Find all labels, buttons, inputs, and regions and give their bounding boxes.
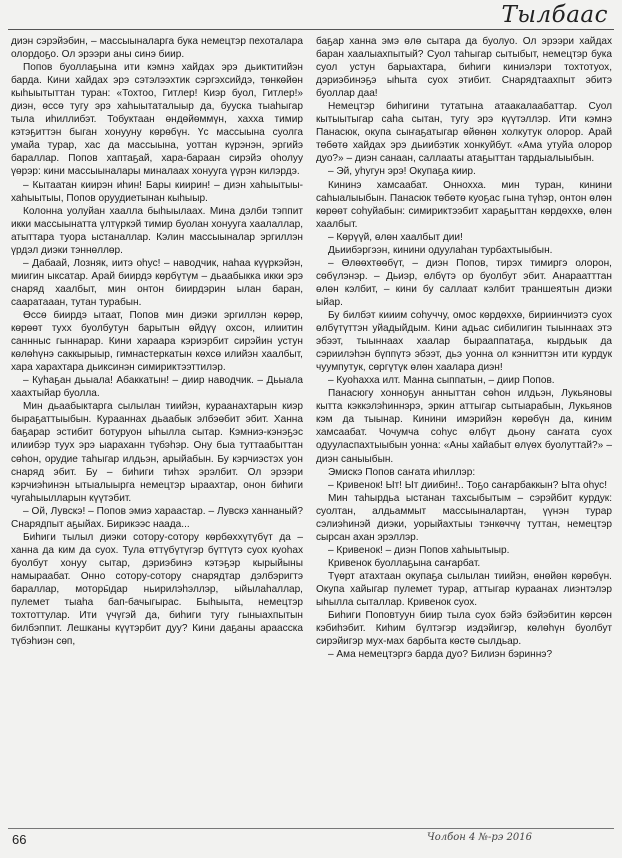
paragraph: Немецтэр биһигини тутатына атаакалаабаттар. Суол кытыытыгар саһа сытан, тугу эрэ күүтэллэр. Ити кэмнэ Панасюк, окупа сыҥаҕатыгар өйөнөн холкутук олорор. Арай төбөтө хайдах эрэ дьиибэтик хонкуйбут. «Ама утуйа олорор дуо?» – диэн санаан, саллааты атаҕыттан тардыалыыбын. <box>316 101 612 165</box>
paragraph: Бу билбэт кииим соһуччу, омос көрдөххө, бириинчиэтэ суох өлбүтүттэн уйадыйдым. Кини адьас сибилигин тыыннаах этэ эбээт, тыыннаах хаалар бырааппатаҕа, кырдьык да сэриилэһэн бүппүтэ эбээт, дьэ уонна ол кэнниттэн ити курдук чуумпутук, сөргүтүк өлөн хаалара диэн! <box>316 309 612 374</box>
paragraph: – Өлөөхтөөбүт, – диэн Попов, тирэх тимиргэ олорон, сөбүлэнэр. – Дьиэр, өлбүтэ ор буолбут эбит. Анараатттан өлөн кэлбит, – кини бу саллаат кэлбит траншеятын диэки ыйар. <box>316 257 612 308</box>
issue-label: Чолбон 4 №-рэ 2016 <box>426 832 532 843</box>
paragraph: Кривенок буоллаҕына саҥарбат. <box>328 557 481 569</box>
paragraph: – Көрүүй, өлөн хаалбыт дии! <box>328 231 463 243</box>
paragraph: Биһиги Поповтуун биир тыла суох бэйэ бэйэбитин көрсөн кэбиһэбит. Киһим бүлтэгэр иэдэйигэр, көлөһүн буолбут сирэйигэр мух-мах барбыта көстө сылдьар. <box>316 610 612 648</box>
paragraph: Биһиги тылыл диэки сотору-сотору көрбөххүтүбүт да – ханна да ким да суох. Тула өттүбүтүгэр бүттүтэ суох куоһах буолбут хонуу сытар, дэриэбинэ кэтэҕэр кырыйыны намыраабат. Онно сотору-сотору снарядтар дэлбэригтэ бараллар, моторы̄дар ньирилэһэллэр, ыйылаһаллар, пулемет тыаһа бап-бачыгырас. Быһыыта, немецтэр тохтоттулар. Ити үчүгэй да, биһиги тугу гыныахпытын билбэппит. Лешканы күүтэрбит дуу? Кини даҕаны араасска түбэһиэн сөп, <box>11 531 303 648</box>
paragraph: – Эй, уһугун эрэ! Окупаҕа киир. <box>328 166 476 178</box>
right-column <box>316 35 612 661</box>
paragraph: Панасюгу хонноҕун анныттан сөһон илдьэн, Лукьяновы кытта кэккэлэһиннэрэ, эркин аттыгар сытыарабын, Лукьянов кэм да тыынар. Кинини имэрийэн көрөбүн да, киним хамсаабат. Чочумча соһус өлбүт дьону саҥата суох одууласпахтыыбын уонна: «Аны хайабыт өлүөх буолуттай?» – диэн саныыбын. <box>316 388 612 465</box>
paragraph: Өссө биирдэ ытаат, Попов мин диэки эргиллэн көрөр, көрөөт тухх буолбутун барытын өйдүү охсон, илиитин саннныс гыннарар. Кини хараара кэриэрбит сирэйин устун көлөһүнэ саккырыыр, гимнастеркатын көхсө илийэн хаалбыт, хара харахтара дьиксинэн симириктээттилэр. <box>11 309 303 374</box>
paragraph: диэн сэрэйэбин, – массыыналарга бука немецтэр пехоталара олордоҕо. Ол эрээри аны синэ биир. <box>11 36 303 61</box>
paragraph: Дьиибэргээн, кинини одуулаһан турбахтыыбын. <box>328 244 553 256</box>
paragraph: Кининэ хамсаабат. Оннохха. мин туран, кинини саһыалыыбын. Панасюк төбөтө куоҕас гына түһэр, онтон өлөн көрөөт соһуйабын: симириктээбит хараҕыттан көрдөххө, өлөн хаалбыт. <box>316 179 612 230</box>
paragraph: – Дабаай, Лозняк, иитэ оһус! – наводчик, наһаа күүркэйэн, миигин ыксатар. Арай биирдэ көрбүтүм – дьаабыкка икки эрэ снаряд хаалбыт, мин онтон биирдэрин ылан баран, сааратааан, тутан турабын. <box>11 257 303 308</box>
paragraph: Колонна уолуйан хаалла быһыылаах. Мина дэлби тэппит икки массыынатта үлтүркэй тимир буолан хонууга хаалаллар, атыттара туора ыстаналлар. Кэлин массыыналар эргиллэн үрдэл диэки тэннөллөр. <box>11 205 303 256</box>
paragraph: – Кытаатан киирэн иһин! Бары киирин! – диэн хаһыытыы-хаһыытыы, Попов оруудиетынан кыһыыр. <box>11 179 303 204</box>
left-column <box>11 35 303 648</box>
header-rule <box>8 29 614 30</box>
page-number: 66 <box>12 832 27 847</box>
paragraph: – Куһаҕан дьыала! Абаккатын! – диир наводчик. – Дьыала хаахтыйар буолла. <box>11 375 303 400</box>
paragraph: Мин дьаабыктарга сылылан тиийэн, кураанахтарын киэр быраҕаттыыбын. Курааннах дьаабык элбэөбит эбит. Ханна баҕарар эстибит ботуруон ыһылла сытар. Кэмниэ-кэнэҕэс илиибэр тууx эрэ ыараханн түбэһэр. Ону быа туттаабыттан сөһон, орудие таһыгар илдьэн, арыйабын. Бу кэрчиэстэх уон снаряд эбит. Бу – биһиги тиһэх эрэлбит. Ол эрээри кэрчиэһинэн ытыалыырга немецтэр ыраахтар, онон биһиги чугаһыылларын күүтэбит. <box>11 401 303 504</box>
paragraph: баҕар ханна эмэ өлө сытара да буолуо. Ол эрээри хайдах баран хаалыахпытый? Суол таһыгар сытыбыт, немецтэр бука суол устун барыахтара, биһиги киниэлэри тохтотуох, дэриэбинэҕэ ыһыта суох этибит. Снарядтаахпыт эбитэ буоллар даа! <box>316 36 612 100</box>
paragraph: Попов буоллаҕына ити кэмнэ хайдах эрэ дьиктитийэн барда. Кини хайдах эрэ сэтэлээхтик сэргэхсийдэ, төнкөйөн кыһыытыттан туран: «Тохтоо, Гитлер! Киэр буол, Гитлер!» диэн, өссө тугу эрэ хаһыытаталыыр да, бууска тыаһыгар тыла иһиллибэт. Тобуктаан өндөйөммүн, хахха тимир кэтэҕиттэн быган хонууну көрөбүн. Үс массыына суолга умайа турар, хас да массыына, уоттан күрэнэн, эргийэ бараллар. Попов хаптаҕай, хара-бараан сирэйэ оһолуу үөрэр: кини массыыналары миналаах хонууга үүрэн килэрдэ. <box>11 62 303 178</box>
footer-rule <box>8 828 614 829</box>
page-header <box>8 0 614 30</box>
paragraph: – Кривенок! – диэн Попов хаһыытыыр. <box>328 544 510 556</box>
paragraph: – Кривенок! Ыт! Ыт диибин!.. Тоҕо саҥарбаккын? Ыта оһус! <box>328 479 608 491</box>
section-title: Тылбаас <box>501 2 608 28</box>
paragraph: – Куоһахха илт. Манна сыппатын, – диир Попов. <box>328 375 555 387</box>
paragraph: – Ама немецтэргэ барда дуо? Билиэн бэриннэ? <box>328 649 553 661</box>
paragraph: Түөрт атахтаан окупаҕа сылылан тиийэн, өнөйөн көрөбүн. Окупа хайыгар пулемет турар, аттыгар кураанах лиэнтэлэр ыһылла сыталлар. Кривенок суох. <box>316 570 612 609</box>
paragraph: Эмискэ Попов саҥата иһиллэр: <box>328 466 476 478</box>
paragraph: – Ой, Лувскэ! – Попов эмиэ хараастар. – Лувскэ ханнаный? Снарядпыт аҕыйах. Бирикээс наада... <box>11 505 303 530</box>
paragraph: Мин таһырдьа ыстанан тахсыбытым – сэрэйбит курдук: суолтан, алдьаммыт массыыналартан, үүнэн турар сэлиэһинэй диэки, уорыйахтыы тэнкөччү туттан, немецтэр сырсан ахан эрэллэр. <box>316 492 612 543</box>
